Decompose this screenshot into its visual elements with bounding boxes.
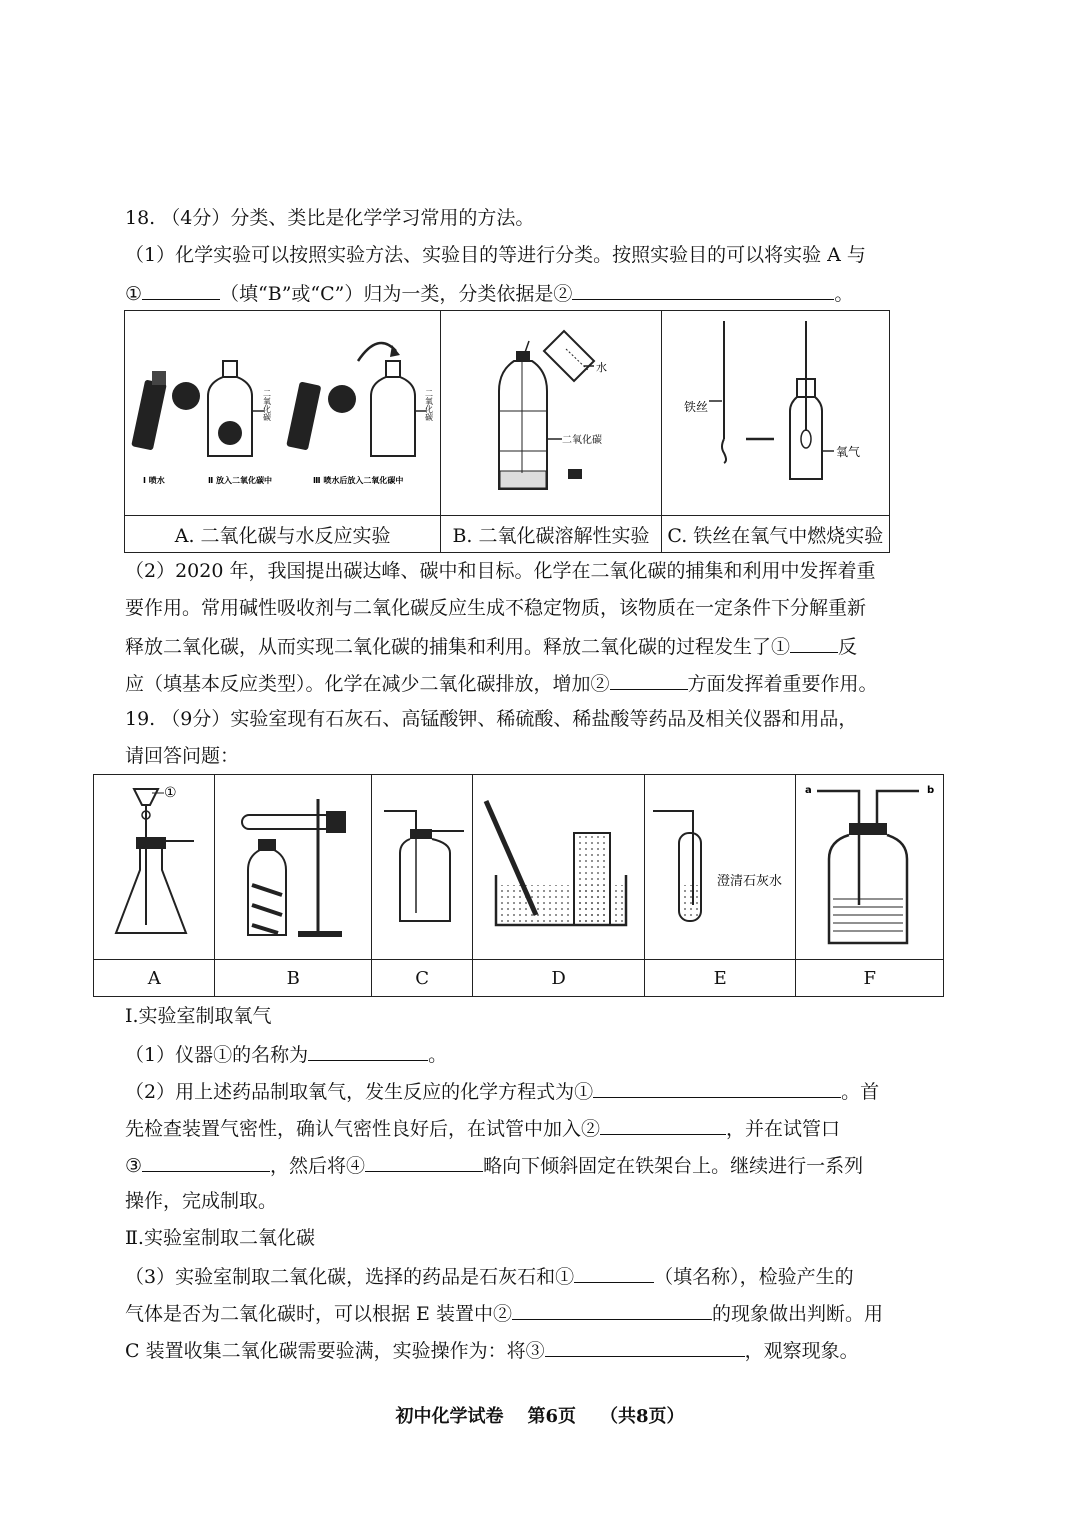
q19-apparatus-table <box>93 774 944 997</box>
q18-title: 18. （4分）分类、类比是化学学习常用的方法。 <box>125 207 535 229</box>
fig-b-caption: B. 二氧化碳溶解性实验 <box>441 516 661 553</box>
blank-q19-3[interactable] <box>600 1114 726 1135</box>
fig-a-drawing <box>128 311 438 511</box>
page-footer <box>0 1402 1080 1428</box>
q19-q3-line1 <box>125 1262 925 1290</box>
blank-q19-2[interactable] <box>593 1077 841 1098</box>
q19-q2-line2 <box>125 1114 925 1142</box>
q18-p2-text4b: 方面发挥着重要作用。 <box>687 673 878 695</box>
apparatus-label-d: D <box>473 960 645 997</box>
apparatus-f-a: a <box>804 785 812 796</box>
q18-figure-table <box>124 310 890 553</box>
q19-title2: 请回答问题： <box>125 745 240 767</box>
q18-p2-line4 <box>125 669 925 697</box>
q18-p2-text4: 应（填基本反应类型）。化学在减少二氧化碳排放，增加② <box>125 673 610 695</box>
arrow-icon <box>358 343 396 361</box>
fig-a-label-3: Ⅲ 喷水后放入二氧化碳中 <box>312 476 404 485</box>
apparatus-a-mark: ① <box>164 785 177 801</box>
q19-q3-text3: C 装置收集二氧化碳需要验满，实验操作为：将③ <box>125 1340 545 1362</box>
apparatus-f-cell <box>796 775 944 960</box>
fig-a-cell <box>125 311 441 516</box>
footer-total: （共8页） <box>600 1406 685 1427</box>
fig-a-gas-label-2: 二氧化碳 <box>424 389 434 421</box>
q19-q3-line2 <box>125 1299 925 1327</box>
q19-q2-text1b: 。首 <box>841 1081 880 1103</box>
apparatus-label-e: E <box>644 960 796 997</box>
blank-q18-4[interactable] <box>610 669 688 690</box>
q19-q2-line1 <box>125 1077 925 1105</box>
apparatus-label-c: C <box>371 960 472 997</box>
q19-q3-text1b: （填名称），检验产生的 <box>654 1266 854 1288</box>
q18-p1-end: 。 <box>834 283 854 305</box>
q19-q3-line3 <box>125 1336 925 1364</box>
q19-q2-text2: 先检查装置气密性，确认气密性良好后，在试管中加入② <box>125 1118 601 1140</box>
blank-q18-3[interactable] <box>790 632 838 653</box>
apparatus-b-cell <box>215 775 372 960</box>
q19-q2-text1: （2）用上述药品制取氧气，发生反应的化学方程式为① <box>125 1081 594 1103</box>
blank-q18-1[interactable] <box>142 279 220 300</box>
fig-b-gas-label: 二氧化碳 <box>561 435 602 446</box>
fig-b-marker <box>568 469 582 479</box>
apparatus-label-b: B <box>215 960 372 997</box>
q19-q2-text3c: 略向下倾斜固定在铁架台上。继续进行一系列 <box>483 1155 864 1177</box>
fig-a-gas-label-1: 二氧化碳 <box>262 389 272 421</box>
fig-c-drawing <box>664 311 886 511</box>
fig-a-label-2: Ⅱ 放入二氧化碳中 <box>207 476 272 485</box>
apparatus-label-a: A <box>94 960 215 997</box>
plastic-bottle-icon <box>499 341 547 489</box>
q19-q1-text: （1）仪器①的名称为 <box>125 1044 309 1066</box>
apparatus-d-cell <box>473 775 645 960</box>
apparatus-b-drawing <box>218 775 368 955</box>
apparatus-c-cell <box>371 775 472 960</box>
fig-c-caption: C. 铁丝在氧气中燃烧实验 <box>661 516 889 553</box>
q18-p1-text: （填“B”或“C”）归为一类，分类依据是② <box>220 283 573 305</box>
beaker-icon <box>544 331 594 381</box>
funnel-icon <box>134 789 158 805</box>
flower-icon <box>172 382 200 410</box>
gas-bottle-icon <box>371 361 434 456</box>
q19-q3-text1: （3）实验室制取二氧化碳，选择的药品是石灰石和① <box>125 1266 575 1288</box>
blank-q19-4[interactable] <box>142 1151 270 1172</box>
fig-b-cell <box>441 311 661 516</box>
blank-q19-7[interactable] <box>512 1299 712 1320</box>
fig-a-caption: A. 二氧化碳与水反应实验 <box>125 516 441 553</box>
q19-q3-text2: 气体是否为二氧化碳时，可以根据 E 装置中② <box>125 1303 512 1325</box>
spray-bottle-icon <box>131 371 167 451</box>
collecting-bottle-icon <box>574 833 610 925</box>
spray-bottle-icon <box>286 381 321 450</box>
q19-q1-end: 。 <box>428 1044 448 1066</box>
apparatus-label-f: F <box>796 960 944 997</box>
q18-p1-line2 <box>125 279 925 307</box>
q19-q2-line3 <box>125 1151 925 1179</box>
gas-washing-bottle-icon <box>829 835 907 943</box>
apparatus-e-label: 澄清石灰水 <box>717 874 783 889</box>
q18-p2-text3b: 反 <box>838 636 858 658</box>
q19-q3-text3b: ，观察现象。 <box>744 1340 859 1362</box>
apparatus-c-drawing <box>374 775 470 955</box>
fig-b-drawing <box>444 311 658 511</box>
fig-b-water-label: 水 <box>595 361 607 374</box>
gas-bottle-icon <box>208 361 272 456</box>
q19-section-2: Ⅱ.实验室制取二氧化碳 <box>125 1227 315 1249</box>
gas-bottle-icon <box>400 839 450 921</box>
blank-q18-2[interactable] <box>572 279 834 300</box>
flask-icon <box>116 849 186 933</box>
blank-q19-5[interactable] <box>365 1151 483 1172</box>
q19-title: 19. （9分）实验室现有石灰石、高锰酸钾、稀硫酸、稀盐酸等药品及相关仪器和用品， <box>125 708 858 730</box>
fig-c-wire-label: 铁丝 <box>684 400 709 414</box>
blank-q19-1[interactable] <box>308 1040 428 1061</box>
fig-c-cell <box>661 311 889 516</box>
q18-p1-line1: （1）化学实验可以按照实验方法、实验目的等进行分类。按照实验目的可以将实验 A 与 <box>125 244 866 266</box>
footer-page: 第6页 <box>527 1406 576 1427</box>
flower-icon <box>328 385 356 413</box>
apparatus-f-b: b <box>926 785 934 796</box>
apparatus-e-cell <box>644 775 796 960</box>
q19-q2-text3: ，然后将④ <box>270 1155 366 1177</box>
q18-p2-line3 <box>125 632 925 660</box>
q19-q1 <box>125 1040 925 1068</box>
fig-a-label-1: Ⅰ 喷水 <box>142 476 165 485</box>
footer-title: 初中化学试卷 <box>395 1406 504 1427</box>
q19-section-1: Ⅰ.实验室制取氧气 <box>125 1005 272 1027</box>
q19-q2-line4: 操作，完成制取。 <box>125 1190 278 1212</box>
q19-q3-text2b: 的现象做出判断。用 <box>711 1303 883 1325</box>
q18-p2-line2: 要作用。常用碱性吸收剂与二氧化碳反应生成不稳定物质，该物质在一定条件下分解重新 <box>125 597 867 619</box>
apparatus-e-drawing <box>647 775 793 955</box>
fig-c-gas-label: 氧气 <box>836 445 861 459</box>
apparatus-a-drawing <box>96 775 212 955</box>
q18-p1-mark1: ① <box>125 283 143 305</box>
q19-q2-mark3: ③ <box>125 1155 143 1177</box>
apparatus-f-drawing <box>799 775 941 955</box>
q18-p2-line1: （2）2020 年，我国提出碳达峰、碳中和目标。化学在二氧化碳的捕集和利用中发挥着重 <box>125 560 876 582</box>
blank-q19-8[interactable] <box>545 1336 745 1357</box>
q19-q2-text2b: ，并在试管口 <box>726 1118 841 1140</box>
q18-p2-text3: 释放二氧化碳，从而实现二氧化碳的捕集和利用。释放二氧化碳的过程发生了① <box>125 636 791 658</box>
apparatus-a-cell <box>94 775 215 960</box>
blank-q19-6[interactable] <box>574 1262 654 1283</box>
apparatus-d-drawing <box>476 775 642 955</box>
